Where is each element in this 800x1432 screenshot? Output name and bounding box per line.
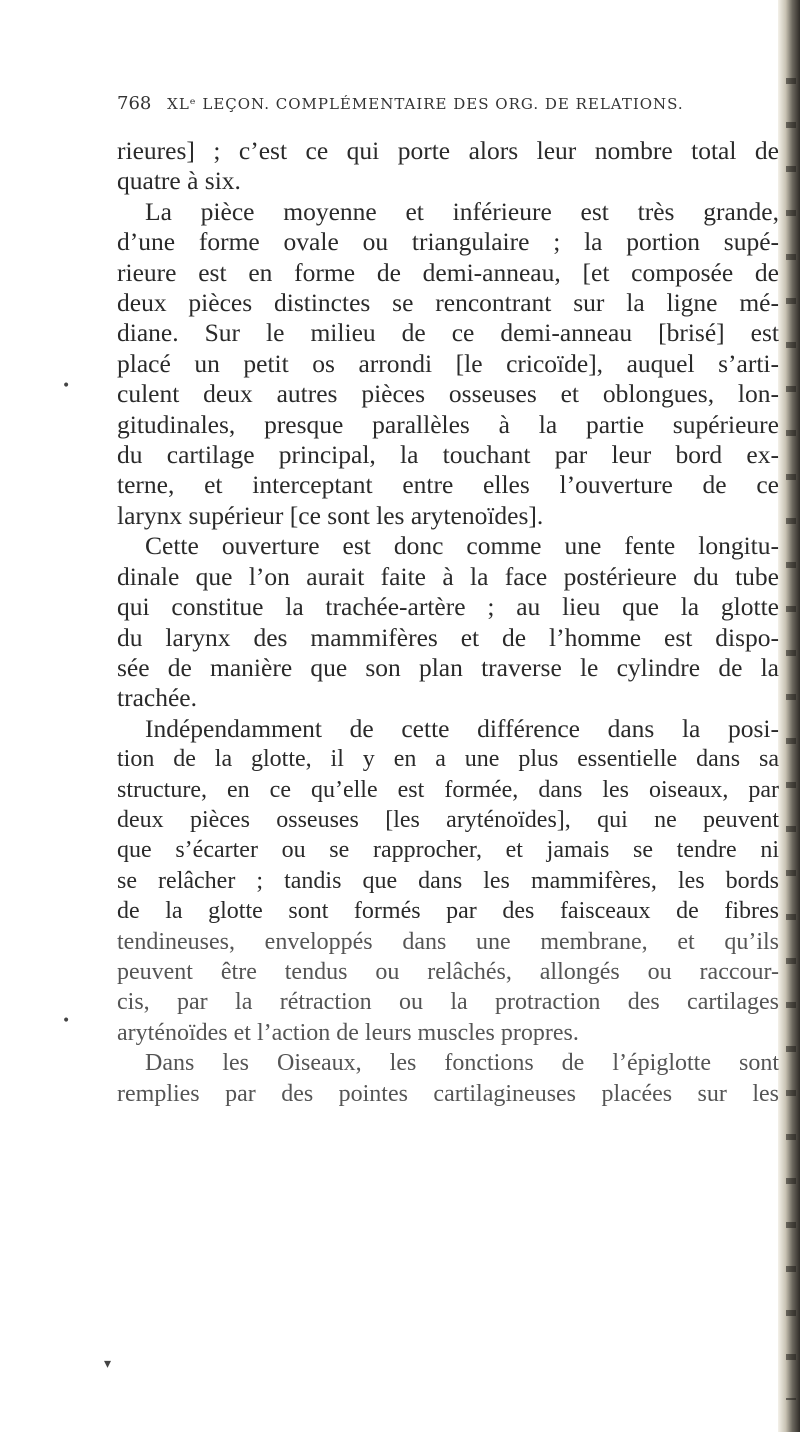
margin-dot-mark: • <box>62 1013 71 1029</box>
running-header <box>117 93 777 114</box>
text-line: de la glotte sont formés par des faisceaux de fibres <box>117 898 779 925</box>
text-line: Cette ouverture est donc comme une fente longitu- <box>145 531 779 561</box>
margin-tick-mark: ▾ <box>104 1356 112 1372</box>
text-line: tion de la glotte, il y en a une plus essentielle dans sa <box>117 746 779 773</box>
text-line: d’une forme ovale ou triangulaire ; la portion supé- <box>117 227 779 257</box>
text-line: placé un petit os arrondi [le cricoïde], auquel s’arti- <box>117 348 779 378</box>
text-line: dinale que l’on aurait faite à la face postérieure du tube <box>117 561 779 591</box>
text-line: du cartilage principal, la touchant par leur bord ex- <box>117 440 779 470</box>
text-line: structure, en ce qu’elle est formée, dans les oiseaux, par <box>117 776 779 803</box>
text-line: gitudinales, presque parallèles à la partie supérieure <box>117 409 779 439</box>
running-title: XLᵉ LEÇON. COMPLÉMENTAIRE DES ORG. DE RELATIONS. <box>167 95 684 113</box>
text-line: deux pièces osseuses [les aryténoïdes], qui ne peuvent <box>117 806 779 833</box>
text-line: Indépendamment de cette différence dans la posi- <box>145 713 779 743</box>
text-line: sée de manière que son plan traverse le cylindre de la <box>117 652 779 682</box>
text-line: aryténoïdes et l’action de leurs muscles propres. <box>117 1019 579 1046</box>
text-line: peuvent être tendus ou relâchés, allongés ou raccour- <box>117 958 779 985</box>
text-line: terne, et interceptant entre elles l’ouverture de ce <box>117 470 779 500</box>
text-line: trachée. <box>117 683 197 713</box>
text-line: du larynx des mammifères et de l’homme est dispo- <box>117 622 779 652</box>
text-line: cis, par la rétraction ou la protraction des cartilages <box>117 989 779 1016</box>
text-line: se relâcher ; tandis que dans les mammifères, les bords <box>117 867 779 894</box>
text-line: remplies par des pointes cartilagineuses placées sur les <box>117 1080 779 1107</box>
page-number: 768 <box>117 93 152 114</box>
text-line: qui constitue la trachée-artère ; au lieu que la glotte <box>117 592 779 622</box>
text-line: Dans les Oiseaux, les fonctions de l’épiglotte sont <box>145 1050 779 1077</box>
text-line: rieure est en forme de demi-anneau, [et composée de <box>117 257 779 287</box>
text-line: deux pièces distinctes se rencontrant sur la ligne mé- <box>117 288 779 318</box>
text-line: diane. Sur le milieu de ce demi-anneau [brisé] est <box>117 318 779 348</box>
text-line: rieures] ; c’est ce qui porte alors leur nombre total de <box>117 136 779 165</box>
body-text <box>117 136 779 1109</box>
text-line: larynx supérieur [ce sont les arytenoïdes]. <box>117 500 544 530</box>
text-line: tendineuses, enveloppés dans une membrane, et qu’ils <box>117 928 779 955</box>
binding-texture <box>786 40 796 1400</box>
text-line: que s’écarter ou se rapprocher, et jamais se tendre ni <box>117 837 779 864</box>
text-line: quatre à six. <box>117 166 241 196</box>
text-line: culent deux autres pièces osseuses et oblongues, lon- <box>117 379 779 409</box>
text-line: La pièce moyenne et inférieure est très grande, <box>145 196 779 226</box>
margin-dot-mark: • <box>62 378 71 394</box>
book-binding-edge <box>778 0 800 1432</box>
